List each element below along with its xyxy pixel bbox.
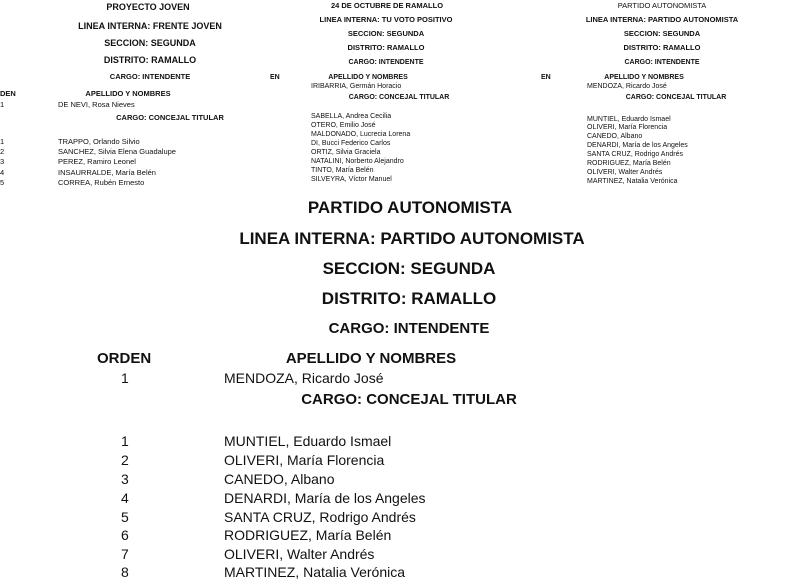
candidate-name: MENDOZA, Ricardo José [587,83,667,90]
party-title: 24 DE OCTUBRE DE RAMALLO [330,1,444,10]
linea-interna: LINEA INTERNA: PARTIDO AUTONOMISTA [239,229,585,248]
linea-interna: LINEA INTERNA: FRENTE JOVEN [78,21,222,31]
distrito: DISTRITO: RAMALLO [623,43,701,52]
candidate-name: DENARDI, María de los Angeles [224,490,426,506]
orden-number: 4 [0,168,5,177]
candidate-name: SANTA CRUZ, Rodrigo Andrés [587,151,683,158]
cargo-concejal: CARGO: CONCEJAL TITULAR [348,94,450,101]
cargo-intendente: CARGO: INTENDENTE [348,59,424,66]
nombres-header: APELLIDO Y NOMBRES [604,74,684,81]
candidate-name: SABELLA, Andrea Cecilia [311,113,392,120]
nombres-header: APELLIDO Y NOMBRES [328,74,408,81]
candidate-name: SANTA CRUZ, Rodrigo Andrés [224,509,416,525]
cargo-intendente: CARGO: INTENDENTE [109,72,191,81]
seccion: SECCION: SEGUNDA [322,259,496,278]
candidate-name: DENARDI, María de los Angeles [587,142,688,149]
candidate-name: ORTIZ, Silvia Graciela [311,149,381,156]
cargo-intendente: CARGO: INTENDENTE [624,59,700,66]
candidate-name: DE NEVI, Rosa Nieves [58,100,135,109]
candidate-name: SANCHEZ, Silvia Elena Guadalupe [58,147,176,156]
candidate-name: NATALINI, Norberto Alejandro [311,158,404,165]
candidate-name: CANEDO, Albano [224,471,335,487]
candidate-name: TINTO, María Belén [311,167,374,174]
candidate-name: MALDONADO, Lucrecia Lorena [311,131,411,138]
cargo-concejal: CARGO: CONCEJAL TITULAR [301,391,517,408]
orden-number: 5 [121,509,129,525]
candidate-name: OLIVERI, María Florencia [587,124,668,131]
party-title: PROYECTO JOVEN [106,2,190,12]
orden-number: 4 [121,490,129,506]
candidate-name: OLIVERI, María Florencia [224,452,385,468]
candidate-name: DI, Bucci Federico Carlos [311,140,391,147]
orden-number: 1 [0,100,5,109]
orden-number: 5 [0,178,5,187]
orden-number: 7 [121,546,129,562]
orden-number: 3 [0,157,5,166]
candidate-name: RODRIGUEZ, María Belén [587,160,671,167]
candidate-name: OTERO, Emilio José [311,122,376,129]
orden-number: 2 [121,452,129,468]
cargo-intendente: CARGO: INTENDENTE [328,320,490,337]
linea-interna: LINEA INTERNA: PARTIDO AUTONOMISTA [585,15,739,24]
nombres-header: APELLIDO Y NOMBRES [85,89,171,98]
seccion: SECCION: SEGUNDA [347,29,425,38]
orden-number: 1 [121,433,129,449]
candidate-name: MUNTIEL, Eduardo Ismael [224,433,392,449]
orden-number: 6 [121,527,129,543]
orden-header: EN [270,74,280,81]
orden-header: DEN [0,89,16,98]
candidate-name: RODRIGUEZ, María Belén [224,527,392,543]
candidate-name: OLIVERI, Walter Andrés [224,546,375,562]
candidate-name: MARTINEZ, Natalia Verónica [224,564,406,580]
distrito: DISTRITO: RAMALLO [321,289,497,308]
seccion: SECCION: SEGUNDA [623,29,701,38]
orden-number: 1 [121,370,129,386]
candidate-name: PEREZ, Ramiro Leonel [58,157,136,166]
candidate-name: OLIVERI, Walter Andrés [587,169,663,176]
party-title: PARTIDO AUTONOMISTA [307,198,513,217]
orden-number: 8 [121,564,129,580]
candidate-name: TRAPPO, Orlando Silvio [58,137,140,146]
orden-header: EN [541,74,551,81]
candidate-name: CORREA, Rubén Ernesto [58,178,145,187]
candidate-name: IRIBARRIA, Germán Horacio [311,83,402,90]
orden-number: 2 [0,147,5,156]
orden-number: 1 [0,137,5,146]
candidate-name: MARTINEZ, Natalia Verónica [587,178,678,185]
candidate-name: MENDOZA, Ricardo José [224,370,384,386]
candidate-name: MUNTIEL, Eduardo Ismael [587,116,671,123]
seccion: SECCION: SEGUNDA [104,38,196,48]
candidate-name: INSAURRALDE, María Belén [58,168,156,177]
orden-number: 3 [121,471,129,487]
distrito: DISTRITO: RAMALLO [103,55,197,65]
candidate-name: SILVEYRA, Víctor Manuel [311,176,392,183]
cargo-concejal: CARGO: CONCEJAL TITULAR [116,113,224,122]
orden-header: ORDEN [97,350,152,367]
distrito: DISTRITO: RAMALLO [347,43,425,52]
linea-interna: LINEA INTERNA: TU VOTO POSITIVO [319,15,453,24]
nombres-header: APELLIDO Y NOMBRES [285,350,457,367]
candidate-name: CANEDO, Albano [587,133,643,140]
party-title: PARTIDO AUTONOMISTA [617,1,707,10]
cargo-concejal: CARGO: CONCEJAL TITULAR [625,94,727,101]
